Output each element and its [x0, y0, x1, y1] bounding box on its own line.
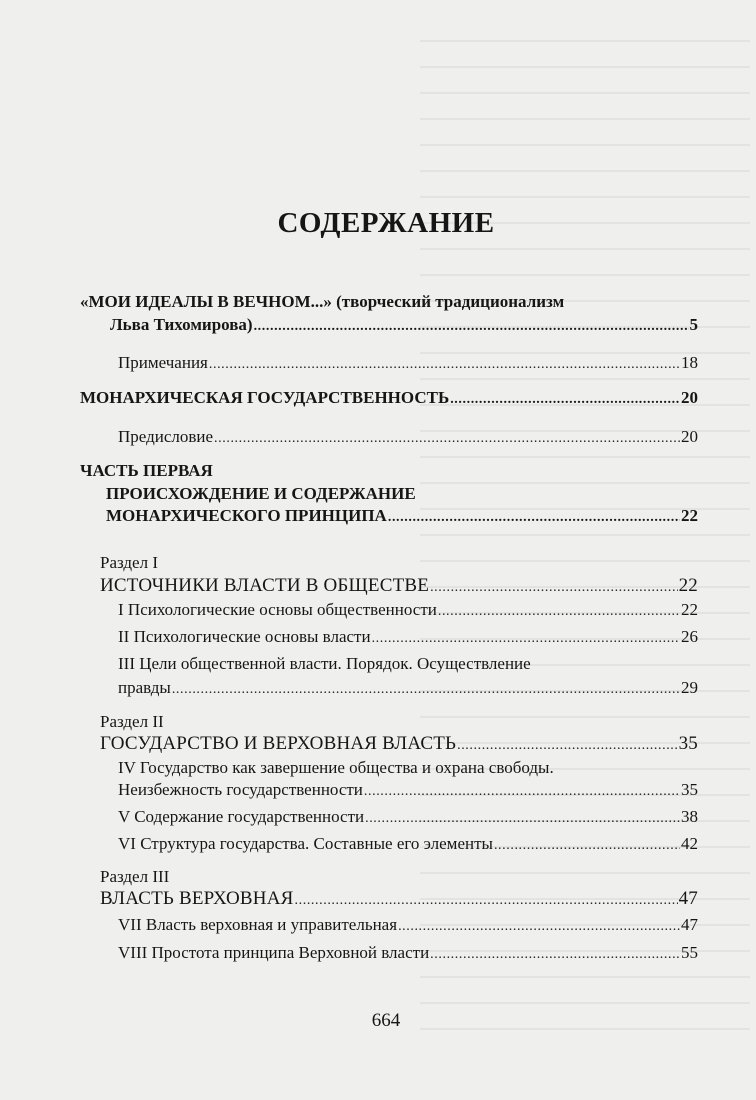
toc-entry-chapter-4[interactable]	[118, 779, 698, 801]
toc-page-number: 35	[678, 733, 698, 754]
leader-dots	[398, 916, 680, 938]
toc-entry-text: Предисловие	[118, 427, 214, 446]
toc-entry-text: VI Структура государства. Составные его элементы	[118, 834, 493, 853]
toc-entry-text: правды	[118, 678, 171, 697]
toc-entry-text: Льва Тихомирова)	[110, 315, 253, 334]
leader-dots	[295, 890, 678, 912]
leader-dots	[430, 577, 678, 599]
toc-entry-text: I Психологические основы общественности	[118, 600, 437, 619]
toc-section-label: Раздел II	[100, 712, 164, 731]
toc-entry-chapter-8[interactable]	[118, 942, 698, 964]
toc-entry-text: МОНАРХИЧЕСКАЯ ГОСУДАРСТВЕННОСТЬ	[80, 388, 450, 407]
toc-page-number: 20	[681, 388, 698, 407]
toc-section-label: Раздел I	[100, 553, 158, 572]
leader-dots	[372, 628, 680, 650]
leader-dots	[172, 679, 680, 701]
toc-entry-chapter-7[interactable]	[118, 914, 698, 936]
leader-dots	[254, 316, 689, 338]
toc-entry-text: ГОСУДАРСТВО И ВЕРХОВНАЯ ВЛАСТЬ	[100, 733, 457, 754]
toc-entry-chapter-3-line1: III Цели общественной власти. Порядок. Осуществление	[118, 654, 531, 673]
toc-page-number: 47	[681, 915, 698, 934]
toc-entry-section-2[interactable]	[100, 733, 698, 755]
toc-entry-chapter-6[interactable]	[118, 833, 698, 855]
toc-entry-text: МОНАРХИЧЕСКОГО ПРИНЦИПА	[106, 506, 387, 525]
toc-part-label: ЧАСТЬ ПЕРВАЯ	[80, 461, 213, 480]
toc-entry-preface-line1: «МОИ ИДЕАЛЫ В ВЕЧНОМ...» (творческий традиционализм	[80, 292, 565, 311]
toc-page-number: 42	[681, 834, 698, 853]
toc-page-number: 47	[678, 888, 698, 909]
toc-entry-chapter-1[interactable]	[118, 599, 698, 621]
toc-page-number: 38	[681, 807, 698, 826]
leader-dots	[365, 808, 680, 830]
toc-entry-monarchic-statehood[interactable]	[80, 387, 698, 409]
toc-page-number: 22	[678, 575, 698, 596]
toc-entry-section-1[interactable]	[100, 575, 698, 597]
toc-page-number: 29	[681, 678, 698, 697]
toc-entry-text: VIII Простота принципа Верховной власти	[118, 943, 430, 962]
toc-page-number: 26	[681, 627, 698, 646]
leader-dots	[450, 389, 680, 411]
toc-page-number: 20	[681, 427, 698, 446]
toc-entry-chapter-4-line1: IV Государство как завершение общества и охрана свободы.	[118, 758, 554, 777]
toc-entry-section-3[interactable]	[100, 888, 698, 910]
toc-entry-chapter-3[interactable]	[118, 677, 698, 699]
leader-dots	[214, 428, 680, 450]
toc-entry-chapter-5[interactable]	[118, 806, 698, 828]
toc-entry-text: V Содержание государственности	[118, 807, 365, 826]
toc-page-number: 22	[681, 506, 698, 525]
toc-page-number: 5	[689, 315, 698, 334]
toc-page-number: 35	[681, 780, 698, 799]
toc-entry-foreword[interactable]	[118, 426, 698, 448]
toc-entry-preface[interactable]	[110, 314, 698, 336]
toc-page-number: 55	[681, 943, 698, 962]
toc-entry-text: II Психологические основы власти	[118, 627, 371, 646]
toc-part-title-line1: ПРОИСХОЖДЕНИЕ И СОДЕРЖАНИЕ	[106, 484, 416, 503]
leader-dots	[364, 781, 680, 803]
toc-page-number: 18	[681, 353, 698, 372]
toc-entry-notes[interactable]	[118, 352, 698, 374]
toc-entry-chapter-2[interactable]	[118, 626, 698, 648]
toc-entry-text: VII Власть верховная и управительная	[118, 915, 398, 934]
page-number: 664	[371, 1010, 401, 1031]
toc-entry-text: ИСТОЧНИКИ ВЛАСТИ В ОБЩЕСТВЕ	[100, 575, 430, 596]
toc-entry-text: Примечания	[118, 353, 208, 372]
toc-page-number: 22	[681, 600, 698, 619]
toc-entry-text: ВЛАСТЬ ВЕРХОВНАЯ	[100, 888, 294, 909]
leader-dots	[494, 835, 680, 857]
leader-dots	[457, 735, 677, 757]
leader-dots	[209, 354, 680, 376]
page-title: СОДЕРЖАНИЕ	[277, 207, 495, 239]
toc-entry-part-one[interactable]	[106, 505, 698, 527]
toc-section-label: Раздел III	[100, 867, 170, 886]
toc-entry-text: Неизбежность государственности	[118, 780, 363, 799]
leader-dots	[388, 507, 680, 529]
leader-dots	[438, 601, 680, 623]
leader-dots	[430, 944, 680, 966]
